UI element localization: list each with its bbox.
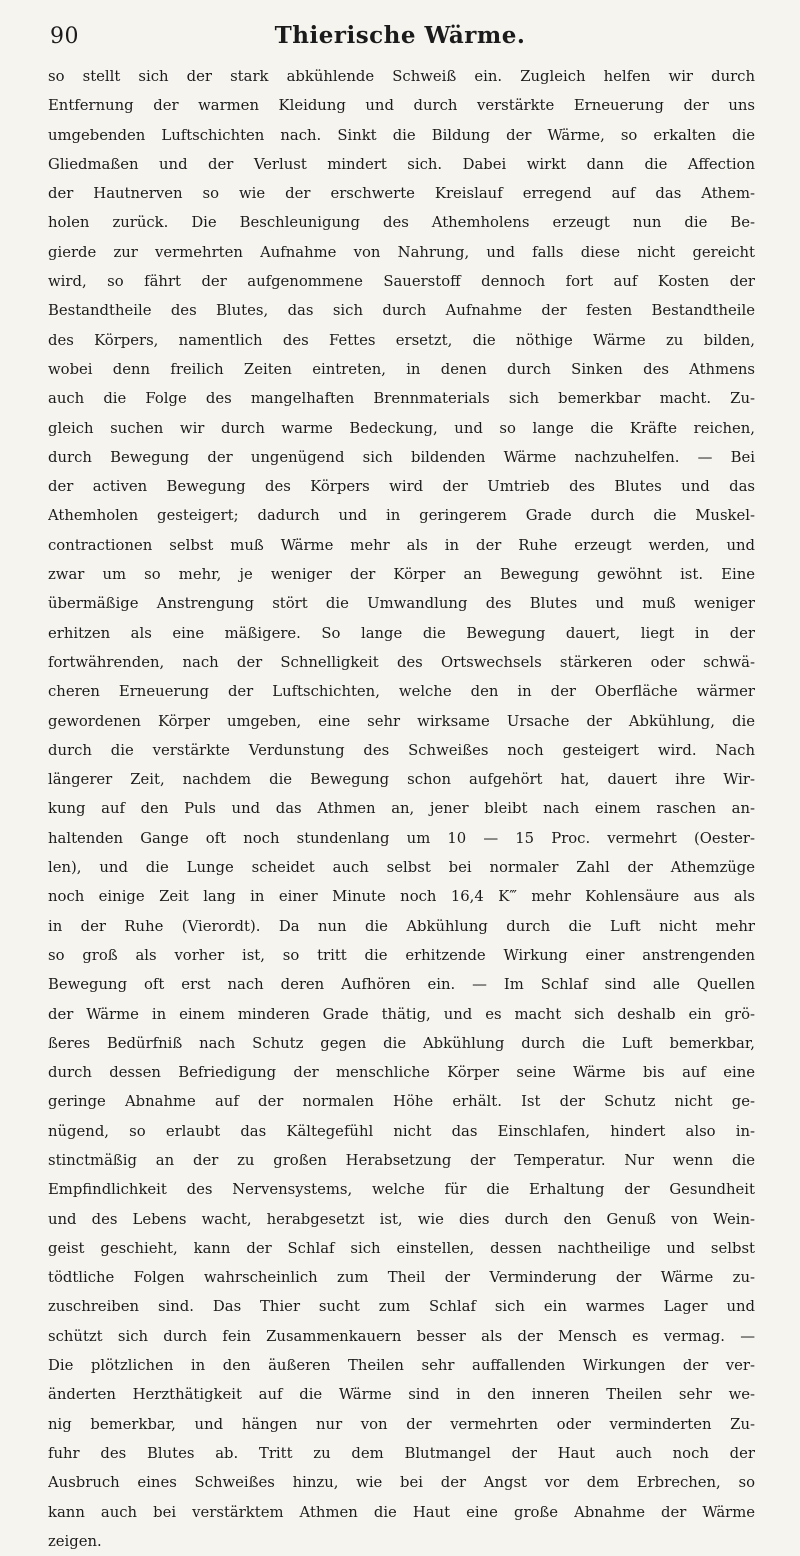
text-line: längerer Zeit, nachdem die Bewegung schon aufgehört hat, dauert ihre Wir- — [48, 771, 755, 789]
text-line: Athemholen gesteigert; dadurch und in geringerem Grade durch die Muskel- — [48, 507, 755, 525]
text-line: nügend, so erlaubt das Kältegefühl nicht das Einschlafen, hindert also in- — [48, 1122, 755, 1140]
text-line: geist geschieht, kann der Schlaf sich einstellen, dessen nachtheilige und selbst — [48, 1239, 755, 1257]
text-line: geringe Abnahme auf der normalen Höhe erhält. Ist der Schutz nicht ge- — [48, 1093, 755, 1111]
text-line: übermäßige Anstrengung stört die Umwandlung des Blutes und muß weniger — [48, 595, 755, 613]
text-line: Gliedmaßen und der Verlust mindert sich. Dabei wirkt dann die Affection — [48, 155, 755, 173]
text-line: stinctmäßig an der zu großen Herabsetzung der Temperatur. Nur wenn die — [48, 1151, 755, 1169]
text-line: haltenden Gange oft noch stundenlang um 10 — 15 Proc. vermehrt (Oester- — [48, 829, 755, 847]
text-line: len), und die Lunge scheidet auch selbst bei normaler Zahl der Athemzüge — [48, 859, 755, 877]
text-line: und des Lebens wacht, herabgesetzt ist, wie dies durch den Genuß von Wein- — [48, 1210, 755, 1228]
text-line: umgebenden Luftschichten nach. Sinkt die Bildung der Wärme, so erkalten die — [48, 126, 755, 144]
text-line: wird, so fährt der aufgenommene Sauerstoff dennoch fort auf Kosten der — [48, 273, 755, 291]
text-line: zeigen. — [48, 1532, 102, 1550]
text-line: Die plötzlichen in den äußeren Theilen sehr auffallenden Wirkungen der ver- — [48, 1357, 755, 1375]
text-line: gewordenen Körper umgeben, eine sehr wirksame Ursache der Abkühlung, die — [48, 712, 755, 730]
text-line: zwar um so mehr, je weniger der Körper an Bewegung gewöhnt ist. Eine — [48, 566, 755, 584]
text-line: des Körpers, namentlich des Fettes ersetzt, die nöthige Wärme zu bilden, — [48, 331, 755, 349]
text-line: Bestandtheile des Blutes, das sich durch Aufnahme der festen Bestandtheile — [48, 302, 755, 320]
text-line: der activen Bewegung des Körpers wird der Umtrieb des Blutes und das — [48, 478, 755, 496]
body-text — [48, 62, 755, 1556]
text-line: durch die verstärkte Verdunstung des Schweißes noch gesteigert wird. Nach — [48, 741, 755, 759]
text-line: änderten Herzthätigkeit auf die Wärme sind in den inneren Theilen sehr we- — [48, 1386, 755, 1404]
text-line: der Hautnerven so wie der erschwerte Kreislauf erregend auf das Athem- — [48, 185, 755, 203]
text-line: durch dessen Befriedigung der menschliche Körper seine Wärme bis auf eine — [48, 1064, 755, 1082]
text-line: fortwährenden, nach der Schnelligkeit des Ortswechsels stärkeren oder schwä- — [48, 653, 755, 671]
text-line: cheren Erneuerung der Luftschichten, welche den in der Oberfläche wärmer — [48, 683, 755, 701]
text-line: wobei denn freilich Zeiten eintreten, in denen durch Sinken des Athmens — [48, 360, 755, 378]
text-line: in der Ruhe (Vierordt). Da nun die Abkühlung durch die Luft nicht mehr — [48, 917, 755, 935]
text-line: ßeres Bedürfniß nach Schutz gegen die Abkühlung durch die Luft bemerkbar, — [48, 1034, 755, 1052]
text-line: fuhr des Blutes ab. Tritt zu dem Blutmangel der Haut auch noch der — [48, 1444, 755, 1462]
text-line: kann auch bei verstärktem Athmen die Haut eine große Abnahme der Wärme — [48, 1503, 755, 1521]
text-line: Empfindlichkeit des Nervensystems, welche für die Erhaltung der Gesundheit — [48, 1181, 755, 1199]
text-line: nig bemerkbar, und hängen nur von der vermehrten oder verminderten Zu- — [48, 1415, 755, 1433]
text-line: Entfernung der warmen Kleidung und durch verstärkte Erneuerung der uns — [48, 97, 755, 115]
text-line: erhitzen als eine mäßigere. So lange die Bewegung dauert, liegt in der — [48, 624, 755, 642]
text-line: so groß als vorher ist, so tritt die erhitzende Wirkung einer anstrengenden — [48, 946, 755, 964]
text-line: so stellt sich der stark abkühlende Schweiß ein. Zugleich helfen wir durch — [48, 68, 755, 85]
text-line: gleich suchen wir durch warme Bedeckung, und so lange die Kräfte reichen, — [48, 419, 755, 437]
text-line: der Wärme in einem minderen Grade thätig, und es macht sich deshalb ein grö- — [48, 1005, 755, 1023]
text-line: noch einige Zeit lang in einer Minute noch 16,4 K‴ mehr Kohlensäure aus als — [48, 888, 755, 906]
text-line: auch die Folge des mangelhaften Brennmaterials sich bemerkbar macht. Zu- — [48, 390, 755, 408]
text-line: contractionen selbst muß Wärme mehr als in der Ruhe erzeugt werden, und — [48, 536, 755, 554]
text-line: tödtliche Folgen wahrscheinlich zum Theil der Verminderung der Wärme zu- — [48, 1269, 755, 1287]
text-line: gierde zur vermehrten Aufnahme von Nahrung, und falls diese nicht gereicht — [48, 243, 755, 261]
text-line: holen zurück. Die Beschleunigung des Athemholens erzeugt nun die Be- — [48, 214, 755, 232]
text-line: durch Bewegung der ungenügend sich bildenden Wärme nachzuhelfen. — Bei — [48, 448, 755, 466]
page-number: 90 — [50, 24, 79, 49]
text-line: schützt sich durch fein Zusammenkauern besser als der Mensch es vermag. — — [48, 1327, 755, 1345]
text-line: Ausbruch eines Schweißes hinzu, wie bei der Angst vor dem Erbrechen, so — [48, 1474, 755, 1492]
text-line: Bewegung oft erst nach deren Aufhören ein. — Im Schlaf sind alle Quellen — [48, 976, 755, 994]
running-title: Thierische Wärme. — [274, 22, 526, 49]
text-line: zuschreiben sind. Das Thier sucht zum Schlaf sich ein warmes Lager und — [48, 1298, 755, 1316]
page-header — [0, 0, 800, 60]
text-line: kung auf den Puls und das Athmen an, jener bleibt nach einem raschen an- — [48, 800, 755, 818]
